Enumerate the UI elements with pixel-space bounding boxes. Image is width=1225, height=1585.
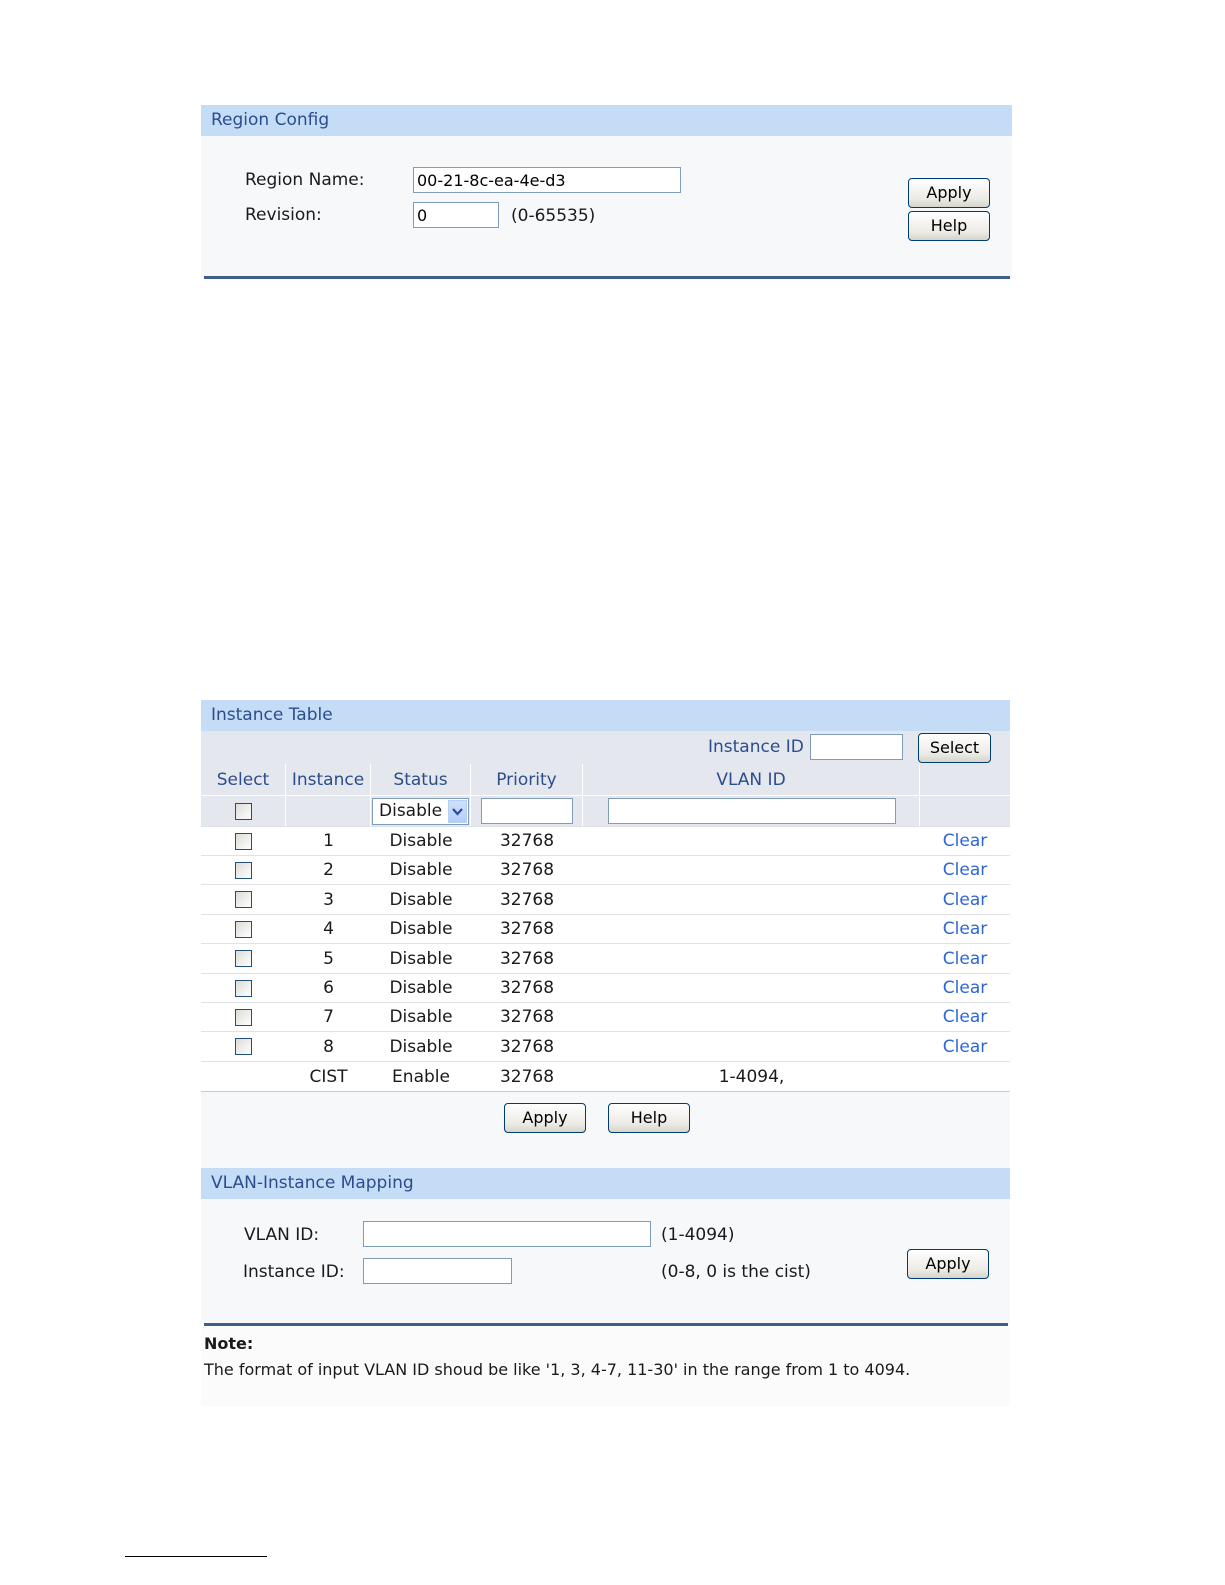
row-instance: 7 <box>323 1007 334 1028</box>
row-vlan <box>583 974 920 1002</box>
row-status: Disable <box>389 948 453 969</box>
table-row <box>201 1003 1010 1032</box>
edit-vlan-input[interactable] <box>608 798 896 824</box>
row-vlan <box>583 886 920 914</box>
row-vlan <box>583 856 920 884</box>
row-checkbox[interactable] <box>235 833 252 850</box>
row-checkbox[interactable] <box>235 891 252 908</box>
region-name-label: Region Name: <box>245 170 365 190</box>
row-priority: 32768 <box>499 1007 555 1028</box>
region-config-body <box>201 136 1012 278</box>
col-priority-header: Priority <box>471 764 583 795</box>
row-checkbox[interactable] <box>235 1038 252 1055</box>
region-apply-button[interactable]: Apply <box>908 178 990 208</box>
col-vlan-header: VLAN ID <box>583 764 920 795</box>
revision-hint: (0-65535) <box>511 206 596 226</box>
clear-link[interactable]: Clear <box>942 1036 988 1057</box>
table-row <box>201 856 1010 885</box>
vlan-id-label: VLAN ID: <box>244 1225 320 1245</box>
table-row <box>201 915 1010 944</box>
col-action-header <box>920 764 1010 795</box>
edit-status-value: Disable <box>379 801 443 821</box>
row-status: Disable <box>389 978 453 998</box>
row-status: Disable <box>389 831 453 851</box>
row-instance: 6 <box>323 978 334 998</box>
instance-apply-button[interactable]: Apply <box>504 1103 586 1133</box>
row-instance: 3 <box>323 889 334 910</box>
instance-table-title: Instance Table <box>211 705 333 725</box>
clear-link[interactable]: Clear <box>942 889 988 910</box>
table-row <box>201 886 1010 915</box>
instance-select-button[interactable]: Select <box>918 733 991 763</box>
table-row <box>201 827 1010 856</box>
instance-table-footer <box>201 1092 1010 1168</box>
region-config-header <box>201 105 1012 136</box>
note-heading: Note: <box>204 1334 254 1353</box>
row-priority: 32768 <box>499 1036 555 1057</box>
row-instance: 5 <box>323 948 334 969</box>
row-status: Disable <box>389 860 453 881</box>
table-row <box>201 974 1010 1003</box>
row-status: Disable <box>389 889 453 910</box>
row-vlan <box>583 827 920 855</box>
row-select-cell <box>201 974 286 1002</box>
chevron-down-icon <box>448 800 467 823</box>
row-clear-cell <box>920 974 1010 1002</box>
edit-row-checkbox[interactable] <box>235 803 252 820</box>
row-clear-cell <box>920 1033 1010 1061</box>
row-vlan <box>583 1003 920 1031</box>
revision-label: Revision: <box>245 205 322 225</box>
col-instance-header: Instance <box>286 764 371 795</box>
vlan-mapping-header <box>201 1168 1010 1199</box>
row-select-cell <box>201 915 286 943</box>
vlan-id-hint: (1-4094) <box>661 1225 735 1245</box>
row-clear-cell <box>920 827 1010 855</box>
row-instance: 1 <box>323 831 334 851</box>
row-select-cell <box>201 1003 286 1031</box>
edit-row-select-cell <box>201 796 286 826</box>
row-instance: 4 <box>323 919 334 940</box>
table-row <box>201 1033 1010 1062</box>
instance-help-button[interactable]: Help <box>608 1103 690 1133</box>
row-checkbox[interactable] <box>235 921 252 938</box>
mapping-apply-button[interactable]: Apply <box>907 1249 989 1279</box>
region-name-input[interactable] <box>413 167 681 193</box>
row-vlan <box>583 1033 920 1061</box>
row-priority: 32768 <box>499 889 555 910</box>
row-clear-cell <box>920 886 1010 914</box>
row-priority: 32768 <box>499 831 555 851</box>
row-select-cell <box>201 886 286 914</box>
region-config-title: Region Config <box>211 110 330 130</box>
region-help-button[interactable]: Help <box>908 211 990 241</box>
clear-link[interactable]: Clear <box>942 831 988 851</box>
instance-id-hint: (0-8, 0 is the cist) <box>661 1262 811 1282</box>
note-text: The format of input VLAN ID shoud be like '1, 3, 4-7, 11-30' in the range from 1 to 4094. <box>204 1360 911 1379</box>
row-select-cell <box>201 945 286 973</box>
cist-status: Enable <box>392 1067 450 1087</box>
clear-link[interactable]: Clear <box>942 1007 988 1028</box>
edit-priority-input[interactable] <box>481 798 573 824</box>
instance-id-filter-label: Instance ID <box>708 737 804 757</box>
row-vlan <box>583 915 920 943</box>
cist-row <box>201 1063 1010 1092</box>
row-status: Disable <box>389 1007 453 1028</box>
row-clear-cell <box>920 915 1010 943</box>
instance-id-filter-input[interactable] <box>810 734 903 760</box>
clear-link[interactable]: Clear <box>942 948 988 969</box>
row-priority: 32768 <box>499 948 555 969</box>
row-select-cell <box>201 1033 286 1061</box>
col-status-header: Status <box>371 764 471 795</box>
row-checkbox[interactable] <box>235 862 252 879</box>
col-select-header: Select <box>201 764 286 795</box>
table-header-row <box>201 764 1010 796</box>
row-select-cell <box>201 827 286 855</box>
row-select-cell <box>201 856 286 884</box>
table-row <box>201 945 1010 974</box>
region-divider <box>204 276 1010 279</box>
revision-input[interactable] <box>413 202 499 228</box>
instance-id-input[interactable] <box>363 1258 512 1284</box>
cist-vlan: 1-4094, <box>718 1067 785 1087</box>
cist-instance: CIST <box>309 1067 348 1087</box>
row-checkbox[interactable] <box>235 1009 252 1026</box>
clear-link[interactable]: Clear <box>942 978 988 998</box>
row-clear-cell <box>920 1003 1010 1031</box>
instance-table-header <box>201 700 1010 731</box>
row-priority: 32768 <box>499 860 555 881</box>
clear-link[interactable]: Clear <box>942 860 988 881</box>
row-vlan <box>583 945 920 973</box>
edit-status-select[interactable] <box>372 798 469 825</box>
row-checkbox[interactable] <box>235 950 252 967</box>
row-clear-cell <box>920 856 1010 884</box>
row-instance: 2 <box>323 860 334 881</box>
instance-id-label: Instance ID: <box>243 1262 345 1282</box>
row-priority: 32768 <box>499 978 555 998</box>
row-clear-cell <box>920 945 1010 973</box>
row-priority: 32768 <box>499 919 555 940</box>
vlan-id-input[interactable] <box>363 1221 651 1247</box>
vlan-mapping-title: VLAN-Instance Mapping <box>211 1173 414 1193</box>
row-status: Disable <box>389 1036 453 1057</box>
clear-link[interactable]: Clear <box>942 919 988 940</box>
footnote-rule <box>125 1556 267 1557</box>
row-checkbox[interactable] <box>235 980 252 997</box>
row-status: Disable <box>389 919 453 940</box>
row-instance: 8 <box>323 1036 334 1057</box>
cist-priority: 32768 <box>499 1067 555 1087</box>
